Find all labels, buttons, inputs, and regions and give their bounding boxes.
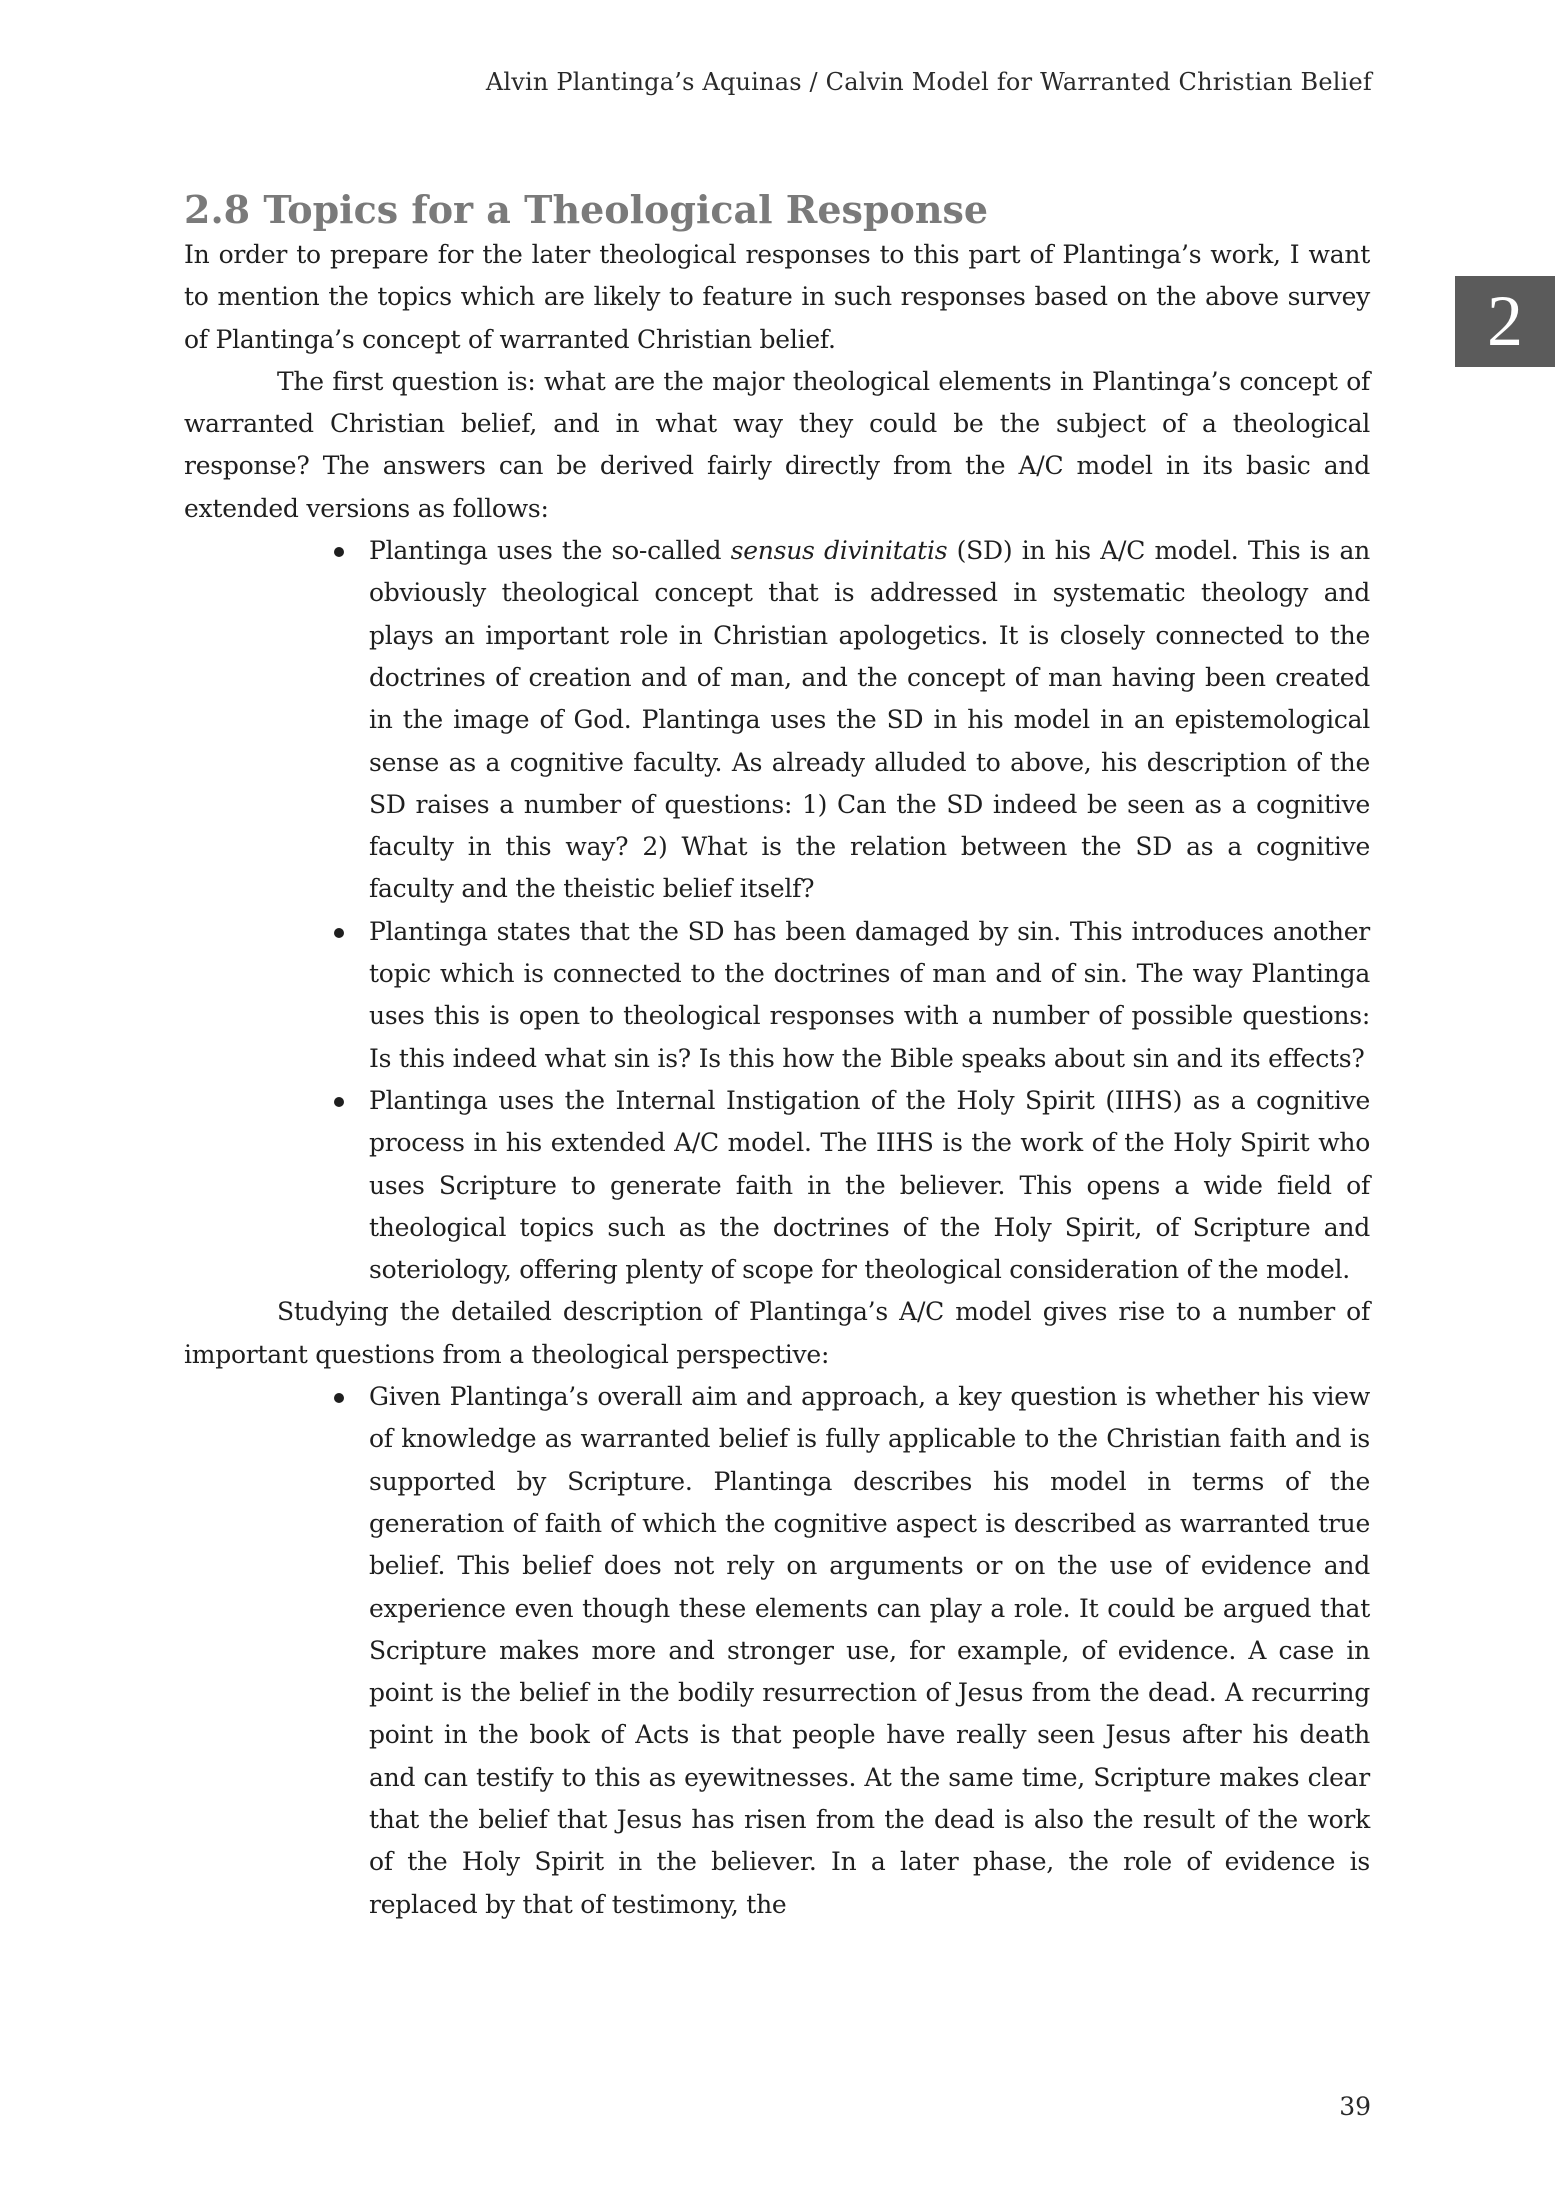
- page-number: 39: [1339, 2092, 1371, 2121]
- list-item: Plantinga uses the Internal Instigation of the Holy Spirit (IIHS) as a cognitive process in his extended A/C model. The IIHS is the work of the Holy Spirit who uses Scripture to generate faith in the believer. This opens a wide field of theological topics such as the doctrines of the Holy Spirit, of Scripture and soteriology, offering plenty of scope for theological consideration of the model.: [369, 1080, 1370, 1291]
- page-content: [184, 186, 1370, 1926]
- chapter-tab: 2: [1455, 276, 1555, 367]
- theological-elements-list: [184, 530, 1370, 1291]
- section-title: 2.8 Topics for a Theological Response: [184, 187, 989, 232]
- studying-paragraph: Studying the detailed description of Plantinga’s A/C model gives rise to a number of important questions from a theological perspective:: [184, 1297, 1370, 1369]
- list-item-emphasis: sensus divinitatis: [730, 536, 948, 566]
- list-item-text-start: Plantinga uses the so-called: [369, 536, 731, 566]
- list-item-text-end: (SD) in his A/C model. This is an obviously theological concept that is addressed in systematic theology and plays an important role in Christian apologetics. It is closely connected to the doctrines of creation and of man, and the concept of man having been created in the image of God. Plantinga uses the SD in his model in an epistemological sense as a cognitive faculty. As already alluded to above, his description of the SD raises a number of questions: 1) Can the SD indeed be seen as a cognitive faculty in this way? 2) What is the relation between the SD as a cognitive faculty and the theistic belief itself?: [369, 536, 1371, 904]
- list-item: Given Plantinga’s overall aim and approach, a key question is whether his view of knowledge as warranted belief is fully applicable to the Christian faith and is supported by Scripture. Plantinga describes his model in terms of the generation of faith of which the cognitive aspect is described as warranted true belief. This belief does not rely on arguments or on the use of evidence and experience even though these elements can play a role. It could be argued that Scripture makes more and stronger use, for example, of evidence. A case in point is the belief in the bodily resurrection of Jesus from the dead. A recurring point in the book of Acts is that people have really seen Jesus after his death and can testify to this as eyewitnesses. At the same time, Scripture makes clear that the belief that Jesus has risen from the dead is also the result of the work of the Holy Spirit in the believer. In a later phase, the role of evidence is replaced by that of testimony, the: [369, 1376, 1370, 1926]
- running-header: Alvin Plantinga’s Aquinas / Calvin Model for Warranted Christian Belief: [485, 68, 1372, 96]
- theological-questions-list: [184, 1376, 1370, 1926]
- list-item: [369, 530, 1370, 911]
- list-item: Plantinga states that the SD has been damaged by sin. This introduces another topic which is connected to the doctrines of man and of sin. The way Plantinga uses this is open to theological responses with a number of possible questions: Is this indeed what sin is? Is this how the Bible speaks about sin and its effects?: [369, 911, 1370, 1080]
- first-question-paragraph: The first question is: what are the major theological elements in Plantinga’s concept of warranted Christian belief, and in what way they could be the subject of a theological response? The answers can be derived fairly directly from the A/C model in its basic and extended versions as follows:: [184, 366, 1370, 523]
- intro-paragraph: In order to prepare for the later theological responses to this part of Plantinga’s work, I want to mention the topics which are likely to feature in such responses based on the above survey of Plantinga’s concept of warranted Christian belief.: [184, 240, 1370, 354]
